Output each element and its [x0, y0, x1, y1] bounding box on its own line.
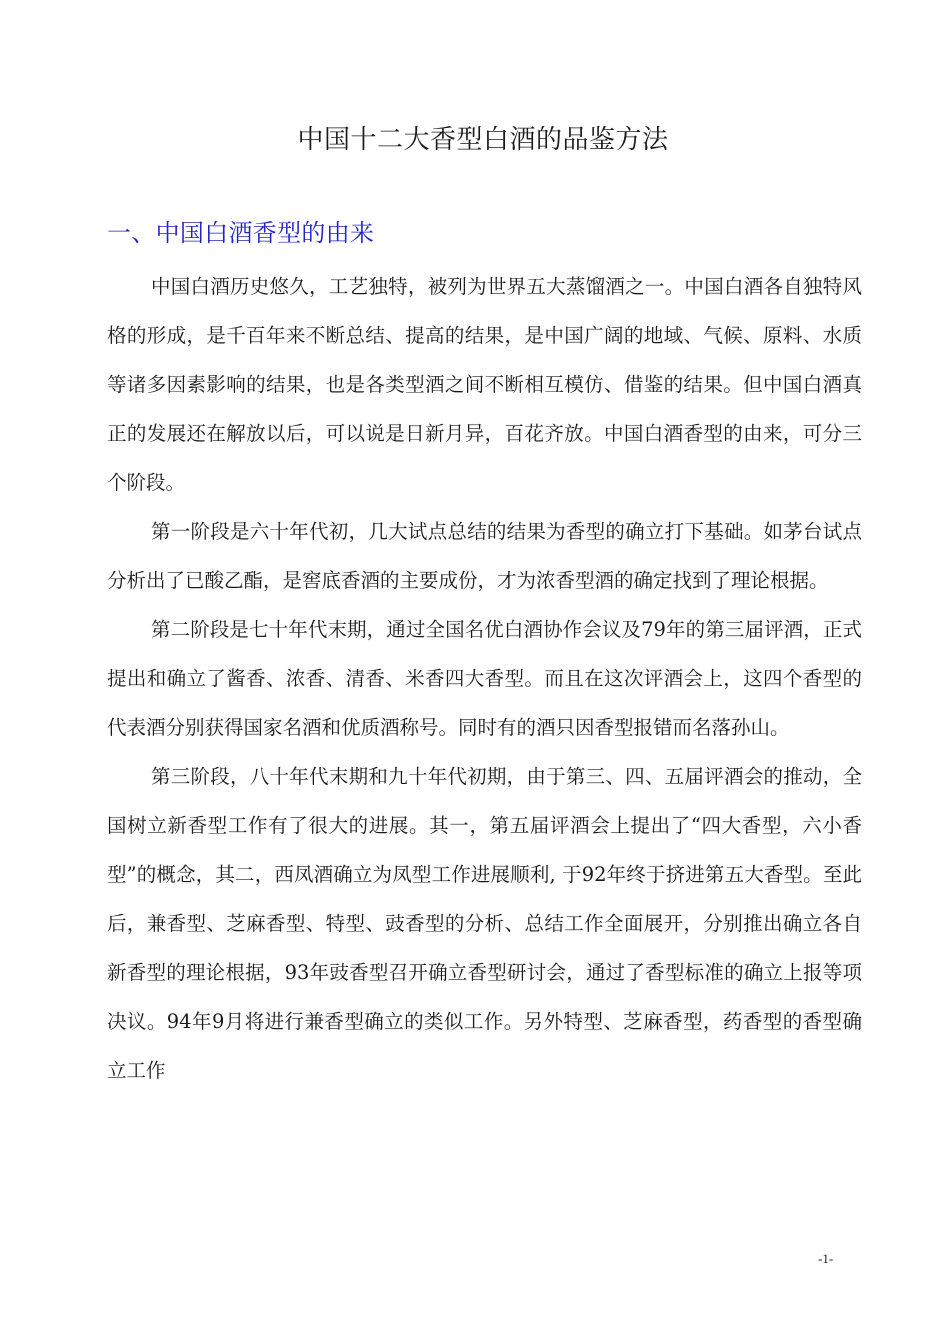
paragraph-2: 第一阶段是六十年代初，几大试点总结的结果为香型的确立打下基础。如茅台试点分析出了已酸乙酯，是窖底香酒的主要成份，才为浓香型酒的确定找到了理论根据。: [107, 520, 862, 592]
paragraph-3: 第二阶段是七十年代末期，通过全国名优白酒协作会议及79年的第三届评酒，正式提出和确立了酱香、浓香、清香、米香四大香型。而且在这次评酒会上，这四个香型的代表酒分别获得国家名酒和优质酒称号。同时有的酒只因香型报错而名落孙山。: [107, 618, 862, 739]
paragraph-4: 第三阶段，八十年代末期和九十年代初期，由于第三、四、五届评酒会的推动，全国树立新香型工作有了很大的进展。其一，第五届评酒会上提出了“四大香型，六小香型”的概念，其二，西凤酒确立为凤型工作进展顺利, 于92年终于挤进第五大香型。至此后，兼香型、芝麻香型、特型、豉香型的分析、总结工作全面展开，分别推出确立各自新香型的理论根据，93年豉香型召开确立香型研讨会，通过了香型标准的确立上报等项决议。94年9月将进行兼香型确立的类似工作。另外特型、芝麻香型，药香型的香型确立工作: [107, 765, 862, 1082]
page-number: -1-: [818, 1251, 834, 1266]
document-title: 中国十二大香型白酒的品鉴方法: [297, 125, 669, 155]
section-heading: 一、中国白酒香型的由来: [107, 219, 375, 247]
body-text: [107, 262, 862, 1095]
paragraph-1: 中国白酒历史悠久，工艺独特，被列为世界五大蒸馏酒之一。中国白酒各自独特风格的形成，是千百年来不断总结、提高的结果，是中国广阔的地域、气候、原料、水质等诸多因素影响的结果，也是各类型酒之间不断相互模仿、借鉴的结果。但中国白酒真正的发展还在解放以后，可以说是日新月异，百花齐放。中国白酒香型的由来，可分三个阶段。: [107, 275, 862, 494]
